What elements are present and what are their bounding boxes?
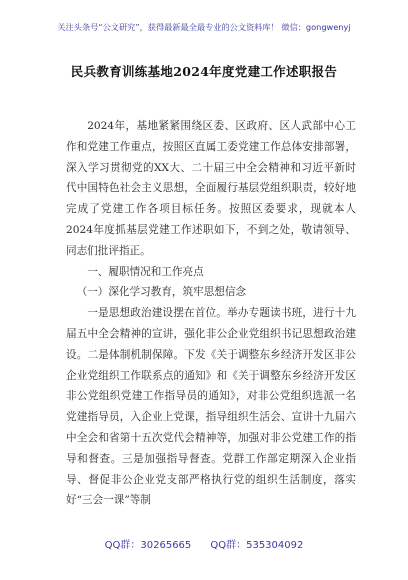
subsection-heading: （一）深化学习教育，筑牢思想信念 (76, 286, 247, 299)
subsection-paragraph: 一是思想政治建设摆在首位。举办专题读书班，进行十九届五中全会精神的宣讲，强化非公企业党组织书记思想政治建设。二是体制机制保障。下发《关于调整东乡经济开发区非公企业党组织工作联系点的通知》和《关于调整东乡经济开发区非公党组织党建工作指导员的通知》，对非公党组织选派一名党建指导员，入企业上党课，指导组织生活会、宣讲十九届六中全会和省第十五次党代会精神等，加强对非公党建工作的指导和督查。三是加强指导督查。党群工作部定期深入企业指导、督促非公企业党支部严格执行党的组织生活制度，落实好“三会一课”等制 (66, 307, 356, 507)
header-promo-banner: 关注头条号“公文研究”，获得最新最全最专业的公文资料库！ 微信：gongwenyj (57, 22, 351, 32)
document-body (66, 116, 356, 511)
footer-contact: QQ群：30265665 QQ群：535304092 (104, 540, 304, 551)
section-heading: 一、履职情况和工作亮点 (87, 265, 204, 278)
document-title: 民兵教育训练基地2024年度党建工作述职报告 (70, 64, 338, 79)
intro-paragraph: 2024年，基地紧紧围绕区委、区政府、区人武部中心工作和党建工作重点，按照区直属工委党建工作总体安排部署，深入学习贯彻党的XX大、二十届三中全会精神和习近平新时代中国特色社会主义思想，全面履行基层党组织职责，较好地完成了党建工作各项目标任务。按照区委要求，现就本人2024年度抓基层党建工作述职如下，不到之处，敬请领导、同志们批评指正。 (66, 120, 356, 257)
